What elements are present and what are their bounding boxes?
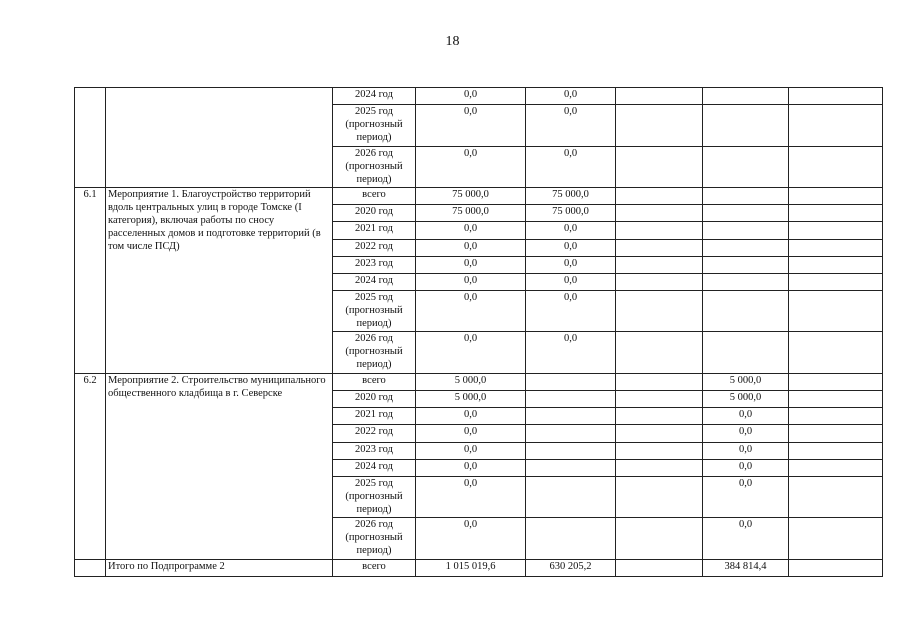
total-cell: 0,0	[416, 476, 526, 517]
funding-cell-4	[789, 476, 883, 517]
funding-cell-4	[789, 222, 883, 239]
funding-cell-3	[703, 291, 789, 332]
funding-cell-4	[789, 408, 883, 425]
funding-cell-2	[616, 188, 703, 205]
funding-cell-4	[789, 425, 883, 442]
funding-cell-4	[789, 188, 883, 205]
period-cell: 2021 год	[333, 222, 416, 239]
period-cell: 2026 год (прогнозный период)	[333, 518, 416, 559]
period-cell: 2020 год	[333, 205, 416, 222]
period-cell: 2020 год	[333, 391, 416, 408]
funding-cell-3: 0,0	[703, 442, 789, 459]
funding-cell-4	[789, 273, 883, 290]
total-cell: 0,0	[416, 425, 526, 442]
total-cell: 0,0	[416, 273, 526, 290]
funding-cell-1: 0,0	[526, 146, 616, 187]
funding-cell-2	[616, 205, 703, 222]
period-cell: 2023 год	[333, 256, 416, 273]
funding-cell-2	[616, 459, 703, 476]
funding-cell-4	[789, 239, 883, 256]
funding-cell-1: 75 000,0	[526, 205, 616, 222]
total-cell: 5 000,0	[416, 391, 526, 408]
funding-cell-3: 5 000,0	[703, 373, 789, 390]
funding-cell-4	[789, 518, 883, 559]
total-label-cell: Итого по Подпрограмме 2	[106, 559, 333, 576]
total-cell: 0,0	[416, 459, 526, 476]
funding-cell-2	[616, 391, 703, 408]
funding-cell-2	[616, 476, 703, 517]
funding-cell-1	[526, 425, 616, 442]
funding-cell-1	[526, 459, 616, 476]
period-cell: 2025 год (прогнозный период)	[333, 105, 416, 146]
measure-number-cell	[75, 88, 106, 188]
funding-cell-1: 0,0	[526, 273, 616, 290]
funding-cell-3: 0,0	[703, 476, 789, 517]
funding-cell-2	[616, 239, 703, 256]
funding-cell-1: 0,0	[526, 88, 616, 105]
funding-cell-4	[789, 88, 883, 105]
funding-cell-3	[703, 188, 789, 205]
funding-cell-2	[616, 373, 703, 390]
funding-cell-2	[616, 105, 703, 146]
funding-cell-2	[616, 146, 703, 187]
period-cell: 2025 год (прогнозный период)	[333, 291, 416, 332]
period-cell: 2025 год (прогнозный период)	[333, 476, 416, 517]
funding-cell-4	[789, 459, 883, 476]
total-cell: 75 000,0	[416, 188, 526, 205]
funding-cell-1: 75 000,0	[526, 188, 616, 205]
total-cell: 0,0	[416, 408, 526, 425]
funding-cell-1: 0,0	[526, 105, 616, 146]
period-cell: 2024 год	[333, 88, 416, 105]
total-cell: 0,0	[416, 239, 526, 256]
measure-name-cell	[106, 88, 333, 188]
funding-cell-3	[703, 273, 789, 290]
funding-cell-2	[616, 291, 703, 332]
funding-cell-3: 0,0	[703, 408, 789, 425]
funding-cell-3	[703, 88, 789, 105]
measure-name-cell: Мероприятие 1. Благоустройство территорий вдоль центральных улиц в городе Томске (I категория), включая работы по сносу расселенных домов и подготовке территорий (в том числе ПСД)	[106, 188, 333, 374]
period-cell: 2024 год	[333, 459, 416, 476]
funding-cell-4	[789, 146, 883, 187]
funding-cell-3: 5 000,0	[703, 391, 789, 408]
funding-cell-1: 630 205,2	[526, 559, 616, 576]
funding-cell-3	[703, 256, 789, 273]
total-cell: 0,0	[416, 518, 526, 559]
total-cell: 0,0	[416, 256, 526, 273]
table-row	[75, 188, 883, 205]
total-cell: 0,0	[416, 291, 526, 332]
funding-cell-1	[526, 391, 616, 408]
funding-cell-1: 0,0	[526, 222, 616, 239]
period-cell: 2022 год	[333, 239, 416, 256]
period-cell: всего	[333, 559, 416, 576]
table-row	[75, 88, 883, 105]
funding-cell-1	[526, 518, 616, 559]
funding-cell-1	[526, 373, 616, 390]
funding-cell-1	[526, 442, 616, 459]
funding-cell-4	[789, 105, 883, 146]
funding-cell-3	[703, 146, 789, 187]
funding-cell-2	[616, 408, 703, 425]
total-row	[75, 559, 883, 576]
period-cell: 2022 год	[333, 425, 416, 442]
funding-cell-2	[616, 88, 703, 105]
period-cell: всего	[333, 188, 416, 205]
period-cell: 2026 год (прогнозный период)	[333, 332, 416, 373]
funding-cell-2	[616, 442, 703, 459]
period-cell: 2024 год	[333, 273, 416, 290]
total-cell: 75 000,0	[416, 205, 526, 222]
funding-cell-1	[526, 408, 616, 425]
funding-cell-2	[616, 256, 703, 273]
period-cell: 2026 год (прогнозный период)	[333, 146, 416, 187]
total-cell: 0,0	[416, 146, 526, 187]
table-row	[75, 373, 883, 390]
measure-name-cell: Мероприятие 2. Строительство муниципального общественного кладбища в г. Северске	[106, 373, 333, 559]
funding-cell-1: 0,0	[526, 256, 616, 273]
funding-cell-2	[616, 332, 703, 373]
funding-cell-4	[789, 291, 883, 332]
funding-cell-3	[703, 332, 789, 373]
total-cell: 0,0	[416, 442, 526, 459]
funding-cell-2	[616, 273, 703, 290]
total-cell: 5 000,0	[416, 373, 526, 390]
funding-cell-4	[789, 205, 883, 222]
funding-cell-3	[703, 205, 789, 222]
measure-number-cell: 6.1	[75, 188, 106, 374]
funding-cell-3: 384 814,4	[703, 559, 789, 576]
total-cell: 0,0	[416, 105, 526, 146]
funding-cell-3: 0,0	[703, 459, 789, 476]
total-cell: 0,0	[416, 332, 526, 373]
period-cell: 2023 год	[333, 442, 416, 459]
funding-cell-2	[616, 518, 703, 559]
funding-cell-4	[789, 442, 883, 459]
funding-cell-1: 0,0	[526, 291, 616, 332]
measure-number-cell	[75, 559, 106, 576]
funding-cell-3: 0,0	[703, 425, 789, 442]
funding-cell-2	[616, 559, 703, 576]
funding-cell-4	[789, 256, 883, 273]
page-number: 18	[445, 34, 460, 49]
measure-number-cell: 6.2	[75, 373, 106, 559]
total-cell: 0,0	[416, 222, 526, 239]
funding-cell-3	[703, 105, 789, 146]
funding-cell-1: 0,0	[526, 332, 616, 373]
funding-cell-4	[789, 391, 883, 408]
period-cell: 2021 год	[333, 408, 416, 425]
funding-cell-4	[789, 332, 883, 373]
funding-cell-3	[703, 222, 789, 239]
total-cell: 1 015 019,6	[416, 559, 526, 576]
funding-cell-2	[616, 425, 703, 442]
funding-cell-3	[703, 239, 789, 256]
total-cell: 0,0	[416, 88, 526, 105]
funding-cell-3: 0,0	[703, 518, 789, 559]
funding-cell-2	[616, 222, 703, 239]
funding-cell-4	[789, 373, 883, 390]
period-cell: всего	[333, 373, 416, 390]
budget-table	[74, 87, 883, 577]
funding-cell-1	[526, 476, 616, 517]
funding-cell-4	[789, 559, 883, 576]
funding-cell-1: 0,0	[526, 239, 616, 256]
